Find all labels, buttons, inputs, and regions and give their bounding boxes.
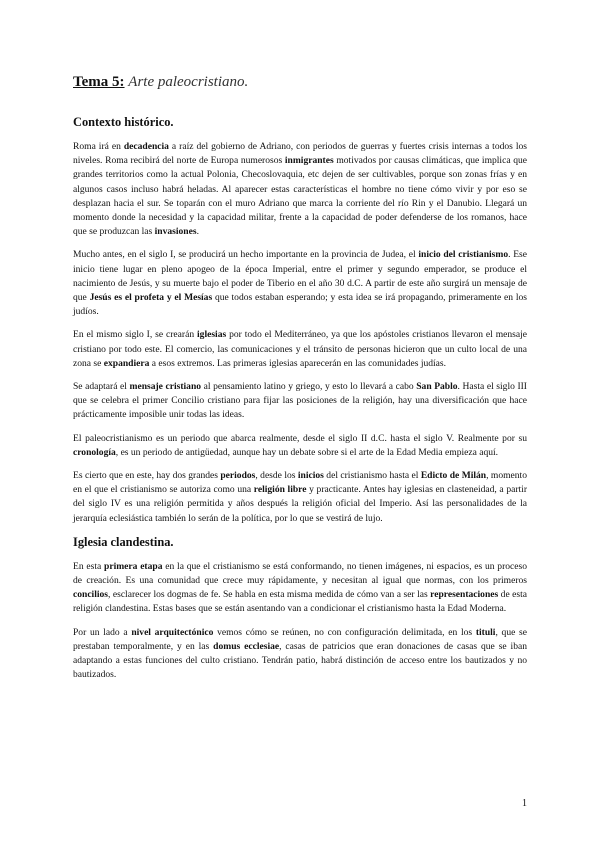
paragraph-4: Se adaptará el mensaje cristiano al pensamiento latino y griego, y esto lo llevará a cabo San Pablo. Hasta el siglo III que se celebra el primer Concilio cristiano para fijar las posiciones de la religión, hay una diversificación que hace prácticamente imposible unir todas las ideas. <box>73 381 527 421</box>
page-title <box>73 74 527 91</box>
paragraph-8: Por un lado a nivel arquitectónico vemos cómo se reúnen, no con configuración delimitada, en los tituli, que se prestaban temporalmente, y en las domus ecclesiae, casas de patricios que eran donaciones de casas que se iban adaptando a estas funciones del culto cristiano. Tendrán patio, habrá distinción de acceso entre los bautizados y no bautizados. <box>73 626 527 681</box>
section-heading-context: Contexto histórico. <box>73 115 174 129</box>
paragraph-5: El paleocristianismo es un periodo que abarca realmente, desde el siglo II d.C. hasta el siglo V. Realmente por su cronología, es un periodo de antigüedad, aunque hay un debate sobre si el arte de la Edad Media empieza aquí. <box>73 432 527 458</box>
paragraph-3: En el mismo siglo I, se crearán iglesias por todo el Mediterráneo, ya que los apóstoles cristianos llevaron el mensaje cristiano por todo este. El comercio, las comunicaciones y el tránsito de personas hicieron que un culto local de una zona se expandiera a esos extremos. Las primeras iglesias aparecerán en las comunidades judías. <box>73 329 527 369</box>
section-heading-clandestine: Iglesia clandestina. <box>73 534 174 549</box>
topic-number: Tema 5: <box>73 74 125 90</box>
page-number: 1 <box>522 798 527 809</box>
paragraph-6: Es cierto que en este, hay dos grandes periodos, desde los inicios del cristianismo hasta el Edicto de Milán, momento en el que el cristianismo se autoriza como una religión libre y practicante. Antes hay iglesias en clasteneidad, a partir del siglo IV es una religión permitida y años después la religión oficial del Imperio. Así las personalidades de la jerarquía eclesiástica también lo serán de la política, por lo que se vestirá de lujo. <box>73 470 527 524</box>
paragraph-7: En esta primera etapa en la que el cristianismo se está conformando, no tienen imágenes, ni espacios, es un proceso de creación. Es una comunidad que crece muy rápidamente, y necesitan al igual que normas, con los primeros concilios, esclarecer los dogmas de fe. Se habla en esta misma medida de cómo van a ser las representaciones de esta religión clandestina. Estas bases que se están asentando van a condicionar el cristianismo hasta la Edad Moderna. <box>73 560 527 615</box>
paragraph-1: Roma irá en decadencia a raíz del gobierno de Adriano, con periodos de guerras y fuertes crisis internas a todos los niveles. Roma recibirá del norte de Europa numerosos inmigrantes motivados por causas climáticas, que implica que grandes territorios como la actual Polonia, Checoslovaquia, etc dejen de ser cultivables, porque son zonas frías y en algunos casos incluso habrá heladas. Al aparecer estas características el hombre no tiene cómo vivir y por eso se desplazan hacia el sur. Se toparán con el muro Adriano que marca la corriente del río Rin y el Danubio. Llegará un momento donde la necesidad y la capacidad militar, frente a la capacidad de poder defenderse de los romanos, hace que se produzcan las invasiones. <box>73 141 528 238</box>
topic-name: Arte paleocristiano. <box>128 74 249 90</box>
paragraph-2: Mucho antes, en el siglo I, se producirá un hecho importante en la provincia de Judea, el inicio del cristianismo. Ese inicio tiene lugar en pleno apogeo de la época Imperial, entre el primer y segundo emperador, se produce el nacimiento de Jesús, y su muerte bajo el poder de Tiberio en el año 30 d.C. A partir de este año surgirá un mensaje de que Jesús es el profeta y el Mesías que todos estaban esperando; y esta idea se irá propagando, primeramente en los judíos. <box>73 249 527 318</box>
